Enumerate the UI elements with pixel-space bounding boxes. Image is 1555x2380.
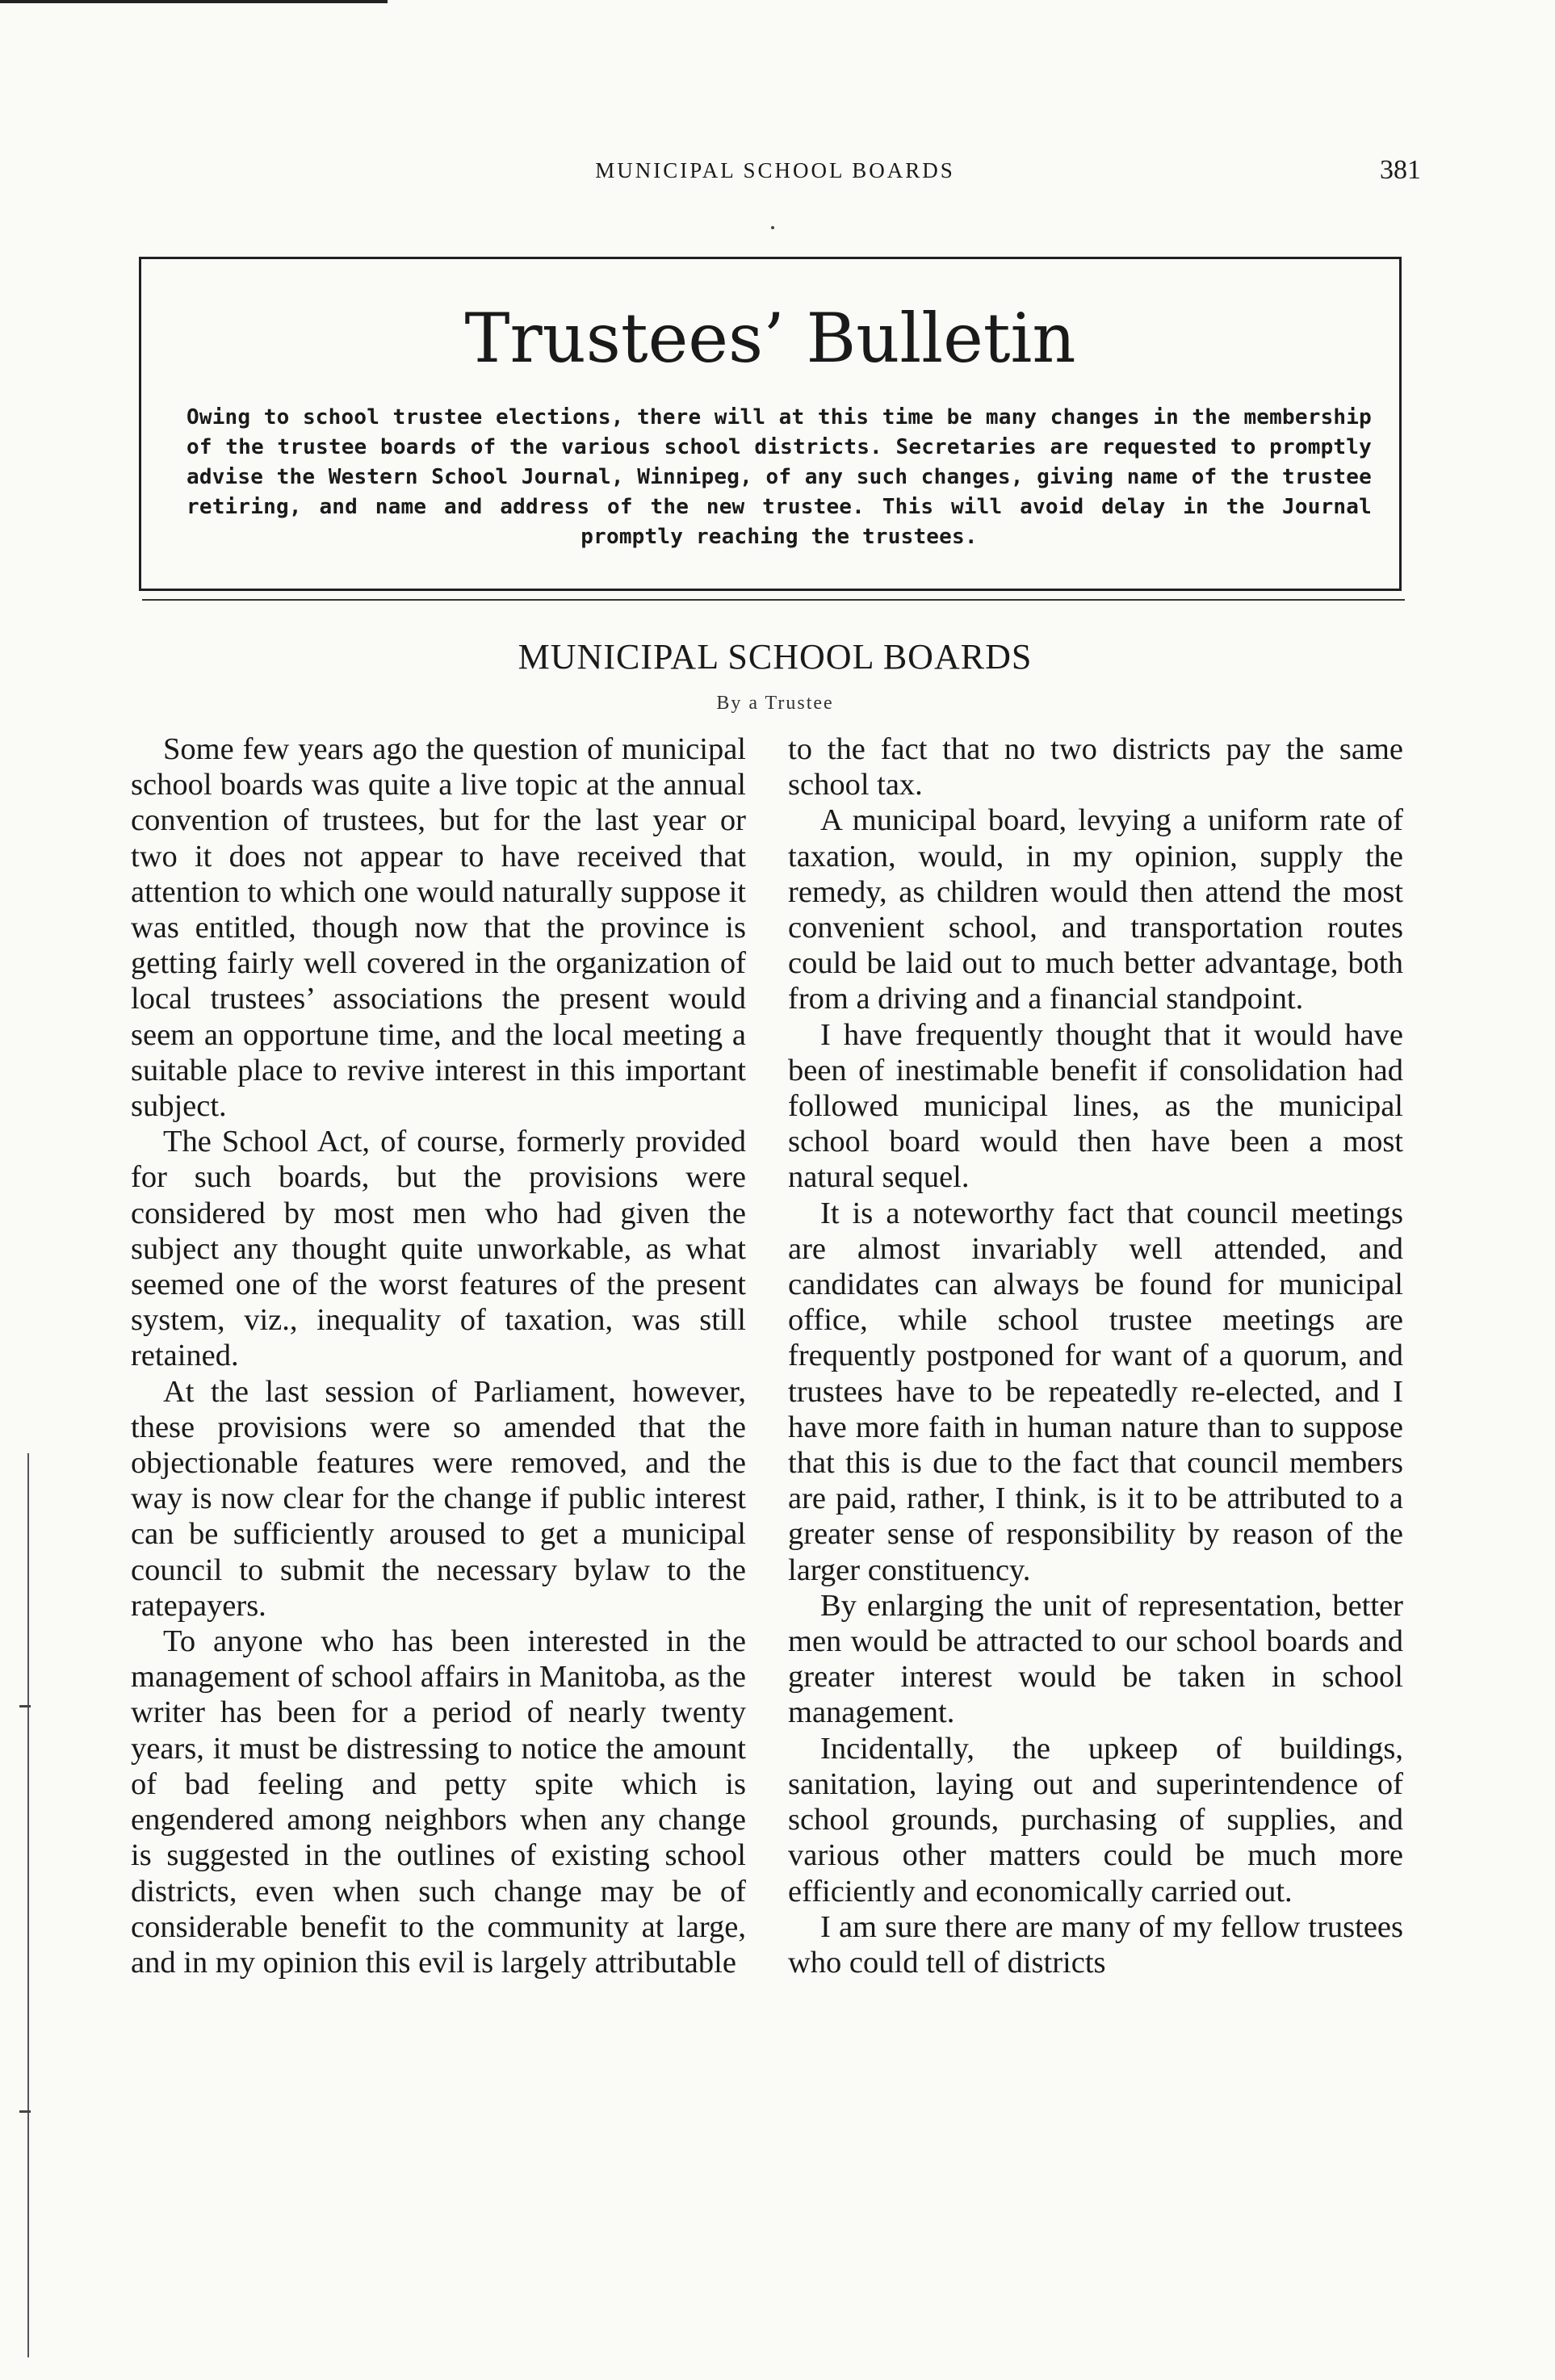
article-paragraph: Incidentally, the upkeep of buildings, sanitation, laying out and superintendence of school grounds, purchasing of supplies, and various other matters could be much more efficiently and economically carried out.	[788, 1731, 1403, 1909]
article-paragraph-continuation: to the fact that no two districts pay the same school tax.	[788, 732, 1403, 802]
article-paragraph: Some few years ago the question of municipal school boards was quite a live topic at the annual convention of trustees, but for the last year or two it does not appear to have received that attention to which one would naturally suppose it was entitled, though now that the province is getting fairly well covered in the organization of local trustees’ associations the present would seem an opportune time, and the local meeting a suitable place to revive interest in this important subject.	[131, 732, 746, 1124]
article-paragraph: By enlarging the unit of representation, better men would be attracted to our school boards and greater interest would be taken in school management.	[788, 1588, 1403, 1730]
article-paragraph: I am sure there are many of my fellow trustees who could tell of districts	[788, 1909, 1403, 1980]
article-paragraph: A municipal board, levying a uniform rate of taxation, would, in my opinion, supply the remedy, as children would then attend the most convenient school, and transportation routes could be laid out to much better advantage, both from a driving and a financial standpoint.	[788, 803, 1403, 1016]
article-left-column	[131, 731, 746, 1980]
left-margin-tick	[19, 2110, 31, 2113]
article-byline: By a Trustee	[716, 693, 834, 714]
left-margin-tick	[19, 1705, 31, 1707]
left-margin-scan-line	[27, 1453, 29, 2357]
page-number: 381	[1380, 155, 1421, 185]
bulletin-bottom-rule	[142, 599, 1405, 601]
print-speck	[771, 226, 774, 229]
article-paragraph: It is a noteworthy fact that council meetings are almost invariably well attended, and candidates can always be found for municipal office, while school trustee meetings are frequently postponed for want of a quorum, and trustees have to be repeatedly re-elected, and I have more faith in human nature than to suppose that this is due to the fact that council members are paid, rather, I think, is it to be attributed to a greater sense of responsibility by reason of the larger constituency.	[788, 1196, 1403, 1587]
trustees-bulletin-box	[139, 257, 1402, 591]
bulletin-notice-text: Owing to school trustee elections, there will at this time be many changes in the membership of the trustee boards of the various school districts. Secretaries are requested to promptly advise the Western School Journal, Winnipeg, of any such changes, giving name of the trustee retiring, and name and address of the new trustee. This will avoid delay in the Journal promptly reaching the trustees.	[187, 405, 1372, 549]
article-paragraph: I have frequently thought that it would have been of inestimable benefit if consolidation had followed municipal lines, as the municipal school board would then have been a most natural sequel.	[788, 1017, 1403, 1195]
article-paragraph: At the last session of Parliament, however, these provisions were so amended that the objectionable features were removed, and the way is now clear for the change if public interest can be sufficiently aroused to get a municipal council to submit the necessary bylaw to the ratepayers.	[131, 1374, 746, 1623]
article-paragraph: The School Act, of course, formerly provided for such boards, but the provisions were considered by most men who had given the subject any thought quite unworkable, as what seemed one of the worst features of the present system, viz., inequality of taxation, was still retained.	[131, 1125, 746, 1373]
bulletin-title: Trustees’ Bulletin	[464, 299, 1076, 378]
article-paragraph: To anyone who has been interested in the management of school affairs in Manitoba, as the writer has been for a period of nearly twenty years, it must be distressing to notice the amount of bad feeling and petty spite which is engendered among neighbors when any change is suggested in the outlines of existing school districts, even when such change may be of considerable benefit to the community at large, and in my opinion this evil is largely attributable	[131, 1624, 746, 1980]
top-edge-rule	[0, 0, 388, 3]
article-title: MUNICIPAL SCHOOL BOARDS	[518, 637, 1033, 677]
article-right-column	[788, 731, 1403, 1980]
running-head: MUNICIPAL SCHOOL BOARDS	[595, 158, 955, 182]
